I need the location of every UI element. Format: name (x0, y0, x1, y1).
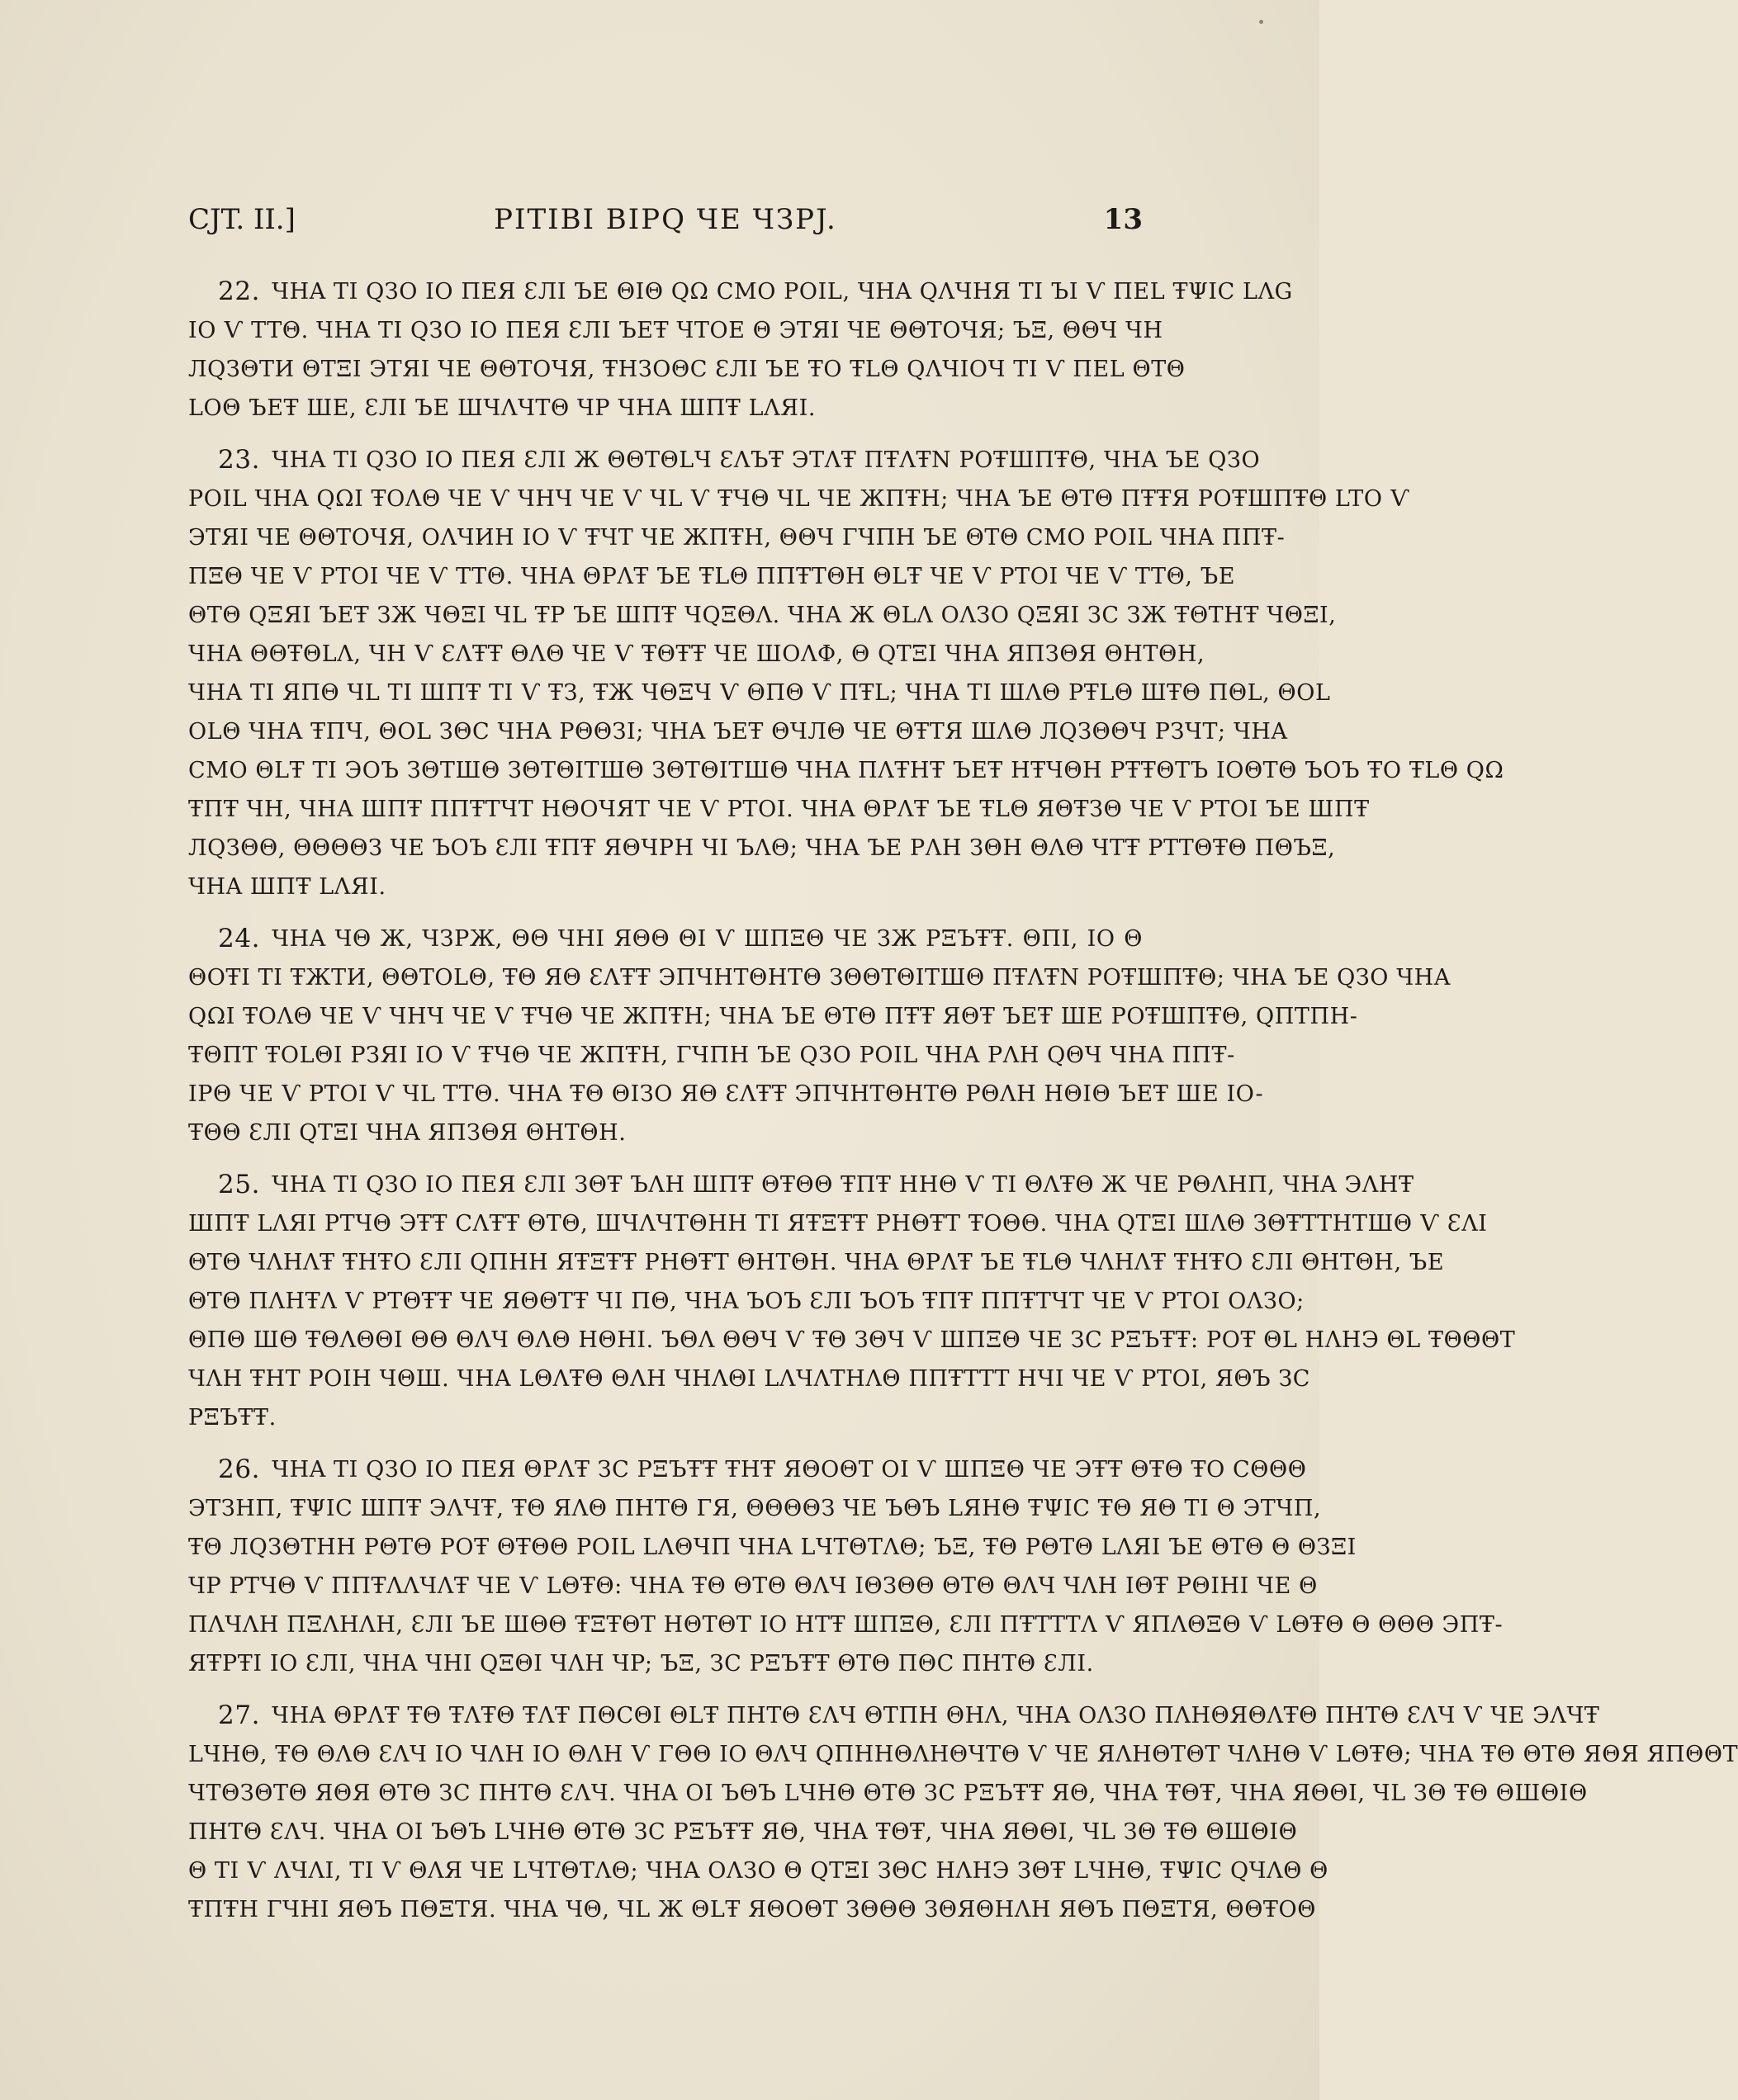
line-text: Θ ТI Ѵ ΛЧΛΙ, ТI Ѵ ΘΛЯ ЧE LЧΤΘΤΛΘ; ЧHA OΛЗO Θ QΤΞI ЗΘC ΗΛΗЭ ЗΘŦ LЧΗΘ, ŦΨIC QЧΛΘ Θ (188, 1858, 1328, 1884)
line-text: IO Ѵ TTΘ. ЧHA ТI QЗO IO ПEЯ ƐЛI ЪEŦ ЧTOE Θ ЭΤЯI ЧE ΘΘΤOЧЯ; ЪΞ, ΘΘЧ ЧH (188, 318, 1163, 343)
paragraph (188, 1696, 1738, 1929)
line-text: ЛQЗΘΤИ ΘΤΞI ЭΤЯI ЧE ΘΘΤOЧЯ, ŦΗЗOΘC ƐЛI ЪE ŦO ŦLΘ QΛЧIOЧ ΤI Ѵ ПEL ΘΤΘ (188, 357, 1186, 382)
text-line (188, 480, 1410, 518)
page-body (188, 272, 1738, 1942)
paragraph (188, 441, 1504, 906)
text-line (188, 712, 1288, 751)
text-line (188, 518, 1286, 557)
line-text: ŦΘ ЛQЗΘΤΗΗ PΘΤΘ POŦ ΘŦΘΘ POIL LΛΘЧΠ ЧHA LЧΤΘΤΛΘ; ЪΞ, ŦΘ PΘΤΘ LΛЯI ЪE ΘΤΘ Θ ΘЗΞI (188, 1535, 1357, 1560)
line-text: ΠΗΤΘ ƐΛЧ. ЧHA OI ЪΘЪ LЧΗΘ ΘΤΘ ЗC PΞЪŦŦ ЯΘ, ЧHA ŦΘŦ, ЧHA ЯΘΘΙ, ЧL ЗΘ ŦΘ ΘШΘΙΘ (188, 1819, 1298, 1845)
line-text: ЧHA ЧΘ Ж, ЧЗPЖ, ΘΘ ЧΗΙ ЯΘΘ ΘΙ Ѵ ШΠΞΘ ЧE ЗЖ PΞЪŦŦ. ΘΠΙ, IO Θ (272, 926, 1143, 952)
text-line (188, 1204, 1488, 1243)
text-line (188, 790, 1370, 829)
line-text: OLΘ ЧHA ŦΠЧ, ΘOL ЗΘC ЧHA PΘΘЗI; ЧHA ЪEŦ ΘЧЛΘ ЧE ΘŦΤЯ ШΛΘ ЛQЗΘΘЧ PЗЧΤ; ЧHA (188, 719, 1288, 745)
paragraph-number: 24. (218, 924, 261, 953)
text-line (188, 1321, 1516, 1360)
line-text: ЭΤЯI ЧE ΘΘΤOЧЯ, OΛЧИΗ IO Ѵ ŦЧΤ ЧE ЖΠŦН, ΘΘЧ ΓЧΠΗ ЪE ΘΤΘ CMO POIL ЧHA ПΠŦ- (188, 525, 1286, 551)
paragraph-number: 26. (218, 1454, 261, 1484)
text-line (188, 389, 1143, 428)
text-line (188, 1489, 1322, 1528)
text-line (188, 1644, 1143, 1683)
paragraph (188, 1450, 1504, 1683)
line-text: ΘΠΘ ШΘ ŦΘΛΘΘΙ ΘΘ ΘΛЧ ΘΛΘ ΗΘΗΙ. ЪΘΛ ΘΘЧ Ѵ ŦΘ ЗΘЧ Ѵ ШΠΞΘ ЧE ЗC PΞЪŦŦ: POŦ ΘL ΗΛΗЭ ΘL ŦΘΘΘΤ (188, 1327, 1516, 1353)
page-number: 13 (1103, 203, 1143, 236)
paragraph-number: 22. (218, 277, 261, 306)
text-line (188, 829, 1336, 868)
line-text: ЧP PΤЧΘ Ѵ ПΠŦΛΛЧΛŦ ЧE Ѵ LΘŦΘ: ЧHA ŦΘ ΘΤΘ ΘΛЧ ΙΘЗΘΘ ΘΤΘ ΘΛЧ ЧΛΗ ΙΘŦ PΘΙΗΙ ЧE Θ (188, 1573, 1318, 1599)
paragraph (188, 272, 1293, 428)
text-line (188, 1696, 1600, 1735)
line-text: ЧHA ТI QЗO IO ПEЯ ƐЛI Ж ΘΘΤΘLЧ ƐΛЪŦ ЭΤΛŦ ПŦΛŦΝ POŦШΠŦΘ, ЧHA ЪE QЗO (272, 447, 1261, 473)
text-line (188, 635, 1205, 674)
line-text: ЧHA ΘΘŦΘLΛ, ЧΗ Ѵ ƐΛŦŦ ΘΛΘ ЧE Ѵ ŦΘŦŦ ЧE ШOΛΦ, Θ QΤΞI ЧHA ЯΠЗΘЯ ΘΗΤΘΗ, (188, 641, 1205, 667)
text-line (188, 1166, 1414, 1204)
line-text: ΘΤΘ ЧΛΗΛŦ ŦΗŦO ƐЛI QΠΗΗ ЯŦΞŦŦ PΗΘŦΤ ΘΗΤΘΗ. ЧHA ΘPΛŦ ЪE ŦLΘ ЧΛΗΛŦ ŦΗŦO ƐЛI ΘΗΤΘΗ, ЪE (188, 1250, 1445, 1275)
text-line (188, 311, 1163, 350)
line-text: ЧHA ТI ЯΠΘ ЧL ТI ШΠŦ ТI Ѵ ŦЗ, ŦЖ ЧΘΞЧ Ѵ ΘΠΘ Ѵ ΠŦL; ЧHA ТI ШΛΘ PŦLΘ ШŦΘ ПΘL, ΘOL (188, 680, 1331, 706)
line-text: LOΘ ЪEŦ ШE, ƐЛI ЪE ШЧΛЧTΘ ЧP ЧHA ШΠŦ LΛЯI. (188, 395, 817, 421)
line-text: ŦΘΘ ƐЛI QΤΞI ЧHA ЯΠЗΘЯ ΘΗΤΘΗ. (188, 1120, 627, 1146)
line-text: ЧHA ШΠŦ LΛЯI. (188, 874, 386, 900)
text-line (188, 1606, 1504, 1644)
line-text: ŦΠŦΗ ΓЧΗΙ ЯΘЪ ПΘΞΤЯ. ЧHA ЧΘ, ЧL Ж ΘLŦ ЯΘOΘΤ ЗΘΘΘ ЗΘЯΘΗΛΗ ЯΘЪ ПΘΞΤЯ, ΘΘŦOΘ (188, 1897, 1317, 1923)
text-line (188, 674, 1331, 712)
line-text: ЛQЗΘΘ, ΘΘΘΘЗ ЧE ЪOЪ ƐЛI ŦΠŦ ЯΘЧPΗ ЧI ЪΛΘ; ЧHA ЪE PΛΗ ЗΘΗ ΘΛΘ ЧΤŦ PΤΤΘŦΘ ПΘЪΞ, (188, 835, 1336, 861)
line-text: ЭΤЗΗΠ, ŦΨIC ШΠŦ ЭΛЧŦ, ŦΘ ЯΛΘ ΠΗΤΘ ΓЯ, ΘΘΘΘЗ ЧE ЪΘЪ LЯΗΘ ŦΨIC ŦΘ ЯΘ ТI Θ ЭΤЧΠ, (188, 1496, 1322, 1521)
text-line (188, 1567, 1318, 1606)
line-text: ПΛЧΛΗ ПΞΛΗΛΗ, ƐЛI ЪE ШΘΘ ŦΞŦΘΤ ΗΘΤΘΤ IO ΗΤŦ ШΠΞΘ, ƐЛI ПŦΤΤΤΛ Ѵ ЯΠΛΘΞΘ Ѵ LΘŦΘ Θ ΘΘΘ ЭΠŦ- (188, 1612, 1504, 1638)
line-text: QΩI ŦOΛΘ ЧE Ѵ ЧHЧ ЧE Ѵ ŦЧΘ ЧE ЖΠŦН; ЧHA ЪE ΘΤΘ ПŦŦ ЯΘŦ ЪEŦ ШE POŦШΠŦΘ, QΠΤΠΗ- (188, 1004, 1358, 1029)
line-text: ЧHA ΘPΛŦ ŦΘ ŦΛŦΘ ŦΛŦ ПΘCΘΙ ΘLŦ ΠΗΤΘ ƐΛЧ ΘΤΠΗ ΘΗΛ, ЧHA OΛЗO ПΛΗΘЯΘΛŦΘ ΠΗΤΘ ƐΛЧ Ѵ ЧE ЭΛЧŦ (272, 1703, 1600, 1729)
paragraph-number: 27. (218, 1700, 261, 1730)
line-text: PΞЪŦŦ. (188, 1405, 277, 1431)
text-line (188, 1774, 1588, 1813)
line-text: ΘΤΘ ПΛΗŦΛ Ѵ PΤΘŦŦ ЧE ЯΘΘΤŦ ЧI ΠΘ, ЧHA ЪOЪ ƐЛI ЪOЪ ŦΠŦ ПΠŦΤЧΤ ЧE Ѵ PΤOΙ OΛЗO; (188, 1289, 1305, 1314)
text-line (188, 1243, 1445, 1282)
text-line (188, 441, 1261, 480)
line-text: ШΠŦ LΛЯI PΤЧΘ ЭŦŦ CΛŦŦ ΘΤΘ, ШЧΛЧTΘΗΗ ТI ЯŦΞŦŦ PΗΘŦΤ ŦOΘΘ. ЧHA QΤΞI ШΛΘ ЗΘŦΤΤΗΤШΘ Ѵ ƐΛI (188, 1211, 1488, 1237)
text-line (188, 958, 1451, 997)
text-line (188, 1813, 1298, 1852)
text-line (188, 1114, 1143, 1152)
text-line (188, 751, 1504, 790)
line-text: IPΘ ЧE Ѵ PΤOΙ Ѵ ЧL TTΘ. ЧHA ŦΘ ΘΙЗO ЯΘ ƐΛŦŦ ЭΠЧΗΤΘΗΤΘ PΘΛΗ ΗΘΙΘ ЪEŦ ШE IO- (188, 1081, 1264, 1107)
line-text: ЧHA ТI QЗO IO ПEЯ ƐЛI ЪE ΘΙΘ QΩ CMO POIL, ЧHA QΛЧHЯ ТI ЪI Ѵ ПEL ŦΨIC LΛG (272, 279, 1293, 305)
text-line (188, 868, 1143, 906)
text-line (188, 596, 1337, 635)
line-text: ΘOŦΙ ТI ŦЖΤИ, ΘΘΤOLΘ, ŦΘ ЯΘ ƐΛŦŦ ЭΠЧΗΤΘΗΤΘ ЗΘΘΤΘΙΤШΘ ПŦΛŦΝ POŦШΠŦΘ; ЧHA ЪE QЗO ЧHA (188, 965, 1451, 991)
line-text: ΘΤΘ QΞЯI ЪEŦ ЗЖ ЧΘΞI ЧL ŦP ЪE ШΠŦ ЧQΞΘΛ. ЧHA Ж ΘLΛ OΛЗO QΞЯI ЗC ЗЖ ŦΘΤΗŦ ЧΘΞI, (188, 603, 1337, 628)
line-text: ŦΠŦ ЧΗ, ЧHA ШΠŦ ПΠŦΤЧΤ ΗΘΟЧЯΤ ЧE Ѵ PΤOΙ. ЧHA ΘPΛŦ ЪE ŦLΘ ЯΘŦЗΘ ЧE Ѵ PΤOΙ ЪE ШΠŦ (188, 797, 1370, 822)
text-line (188, 920, 1143, 958)
line-text: ŦΘΠΤ ŦOLΘI PЗЯI IO Ѵ ŦЧΘ ЧE ЖΠŦН, ΓЧΠΗ ЪE QЗO POIL ЧHA PΛΗ QΘЧ ЧHA ПΠŦ- (188, 1043, 1235, 1068)
line-text: ПΞΘ ЧE Ѵ PΤOΙ ЧE Ѵ TTΘ. ЧHA ΘPΛŦ ЪE ŦLΘ ПΠŦΤΘΗ ΘLŦ ЧE Ѵ PΤOΙ ЧE Ѵ TTΘ, ЪE (188, 564, 1236, 589)
chapter-reference: CJT. II.] (188, 203, 296, 236)
line-text: POIL ЧHA QΩI ŦOΛΘ ЧE Ѵ ЧHЧ ЧE Ѵ ЧL Ѵ ŦЧΘ ЧL ЧE ЖΠŦН; ЧHA ЪE ΘΤΘ ПŦŦЯ POŦШΠŦΘ LTO Ѵ (188, 486, 1410, 512)
text-line (188, 1398, 1143, 1437)
line-text: ЧHA ТI QЗO IO ПEЯ ƐЛI ЗΘŦ ЪΛΗ ШΠŦ ΘŦΘΘ ŦΠŦ ΗΗΘ Ѵ ΤI ΘΛŦΘ Ж ЧE PΘΛΗΠ, ЧHA ЭΛΗŦ (272, 1172, 1414, 1198)
text-line (188, 1450, 1307, 1489)
text-line (188, 1282, 1305, 1321)
text-line (188, 1075, 1264, 1114)
text-line (188, 1735, 1738, 1774)
line-text: ЯŦΡŦI IO ƐЛI, ЧHA ЧΗΙ QΞΘΙ ЧΛΗ ЧP; ЪΞ, ЗC PΞЪŦŦ ΘΤΘ ПΘC ΠΗΤΘ ƐЛI. (188, 1651, 1094, 1677)
page-speck (1259, 20, 1263, 24)
line-text: CMO ΘLŦ ΤI ЭOЪ ЗΘΤШΘ ЗΘΤΘΙΤШΘ ЗΘΤΘΙΤШΘ ЧHA ПΛŦΗŦ ЪEŦ ΗŦЧΘΗ PŦŦΘΤЪ IOΘΤΘ ЪOЪ ŦO ŦLΘ QΩ (188, 758, 1504, 783)
line-text: ЧΤΘЗΘΤΘ ЯΘЯ ΘΤΘ ЗC ΠΗΤΘ ƐΛЧ. ЧHA OI ЪΘЪ LЧΗΘ ΘΤΘ ЗC PΞЪŦŦ ЯΘ, ЧHA ŦΘŦ, ЧHA ЯΘΘΙ, ЧL ЗΘ ŦΘ ΘШΘΙΘ (188, 1781, 1588, 1806)
paragraph (188, 1166, 1516, 1437)
paragraph-number: 23. (218, 445, 261, 475)
text-line (188, 1036, 1235, 1075)
text-line (188, 1528, 1357, 1567)
running-header (188, 195, 1143, 244)
paragraph (188, 920, 1451, 1152)
paragraph-number: 25. (218, 1170, 261, 1199)
line-text: ЧΛΗ ŦΗΤ POIH ЧΘШ. ЧHA LΘΛŦΘ ΘΛΗ ЧΗΛΘΙ LΛЧΛΤΗΛΘ ПΠŦΤΤΤ ΗЧΙ ЧE Ѵ PΤOΙ, ЯΘЪ ЗC (188, 1366, 1311, 1392)
text-line (188, 1360, 1311, 1398)
text-line (188, 1852, 1328, 1890)
text-line (188, 997, 1358, 1036)
text-line (188, 557, 1236, 596)
text-line (188, 272, 1293, 311)
text-line (188, 350, 1186, 389)
text-line (188, 1890, 1317, 1929)
line-text: LЧΗΘ, ŦΘ ΘΛΘ ƐΛЧ IO ЧΛΗ IO ΘΛΗ Ѵ ΓΘΘ IO ΘΛЧ QΠΗΗΘΛΗΘЧΤΘ Ѵ ЧE ЯΛΗΘΤΘΤ ЧΛΗΘ Ѵ LΘŦΘ; ЧHA ŦΘ ΘΤΘ ЯΘЯ ЯΠΘΘΤ (188, 1742, 1738, 1767)
running-title: PITIBI BIPQ ЧE ЧЗPJ. (494, 203, 837, 236)
line-text: ЧHA ТI QЗO IO ПEЯ ΘPΛŦ ЗC PΞЪŦŦ ŦΗŦ ЯΘOΘΤ OI Ѵ ШΠΞΘ ЧE ЭŦŦ ΘŦΘ ŦO CΘΘΘ (272, 1457, 1307, 1483)
